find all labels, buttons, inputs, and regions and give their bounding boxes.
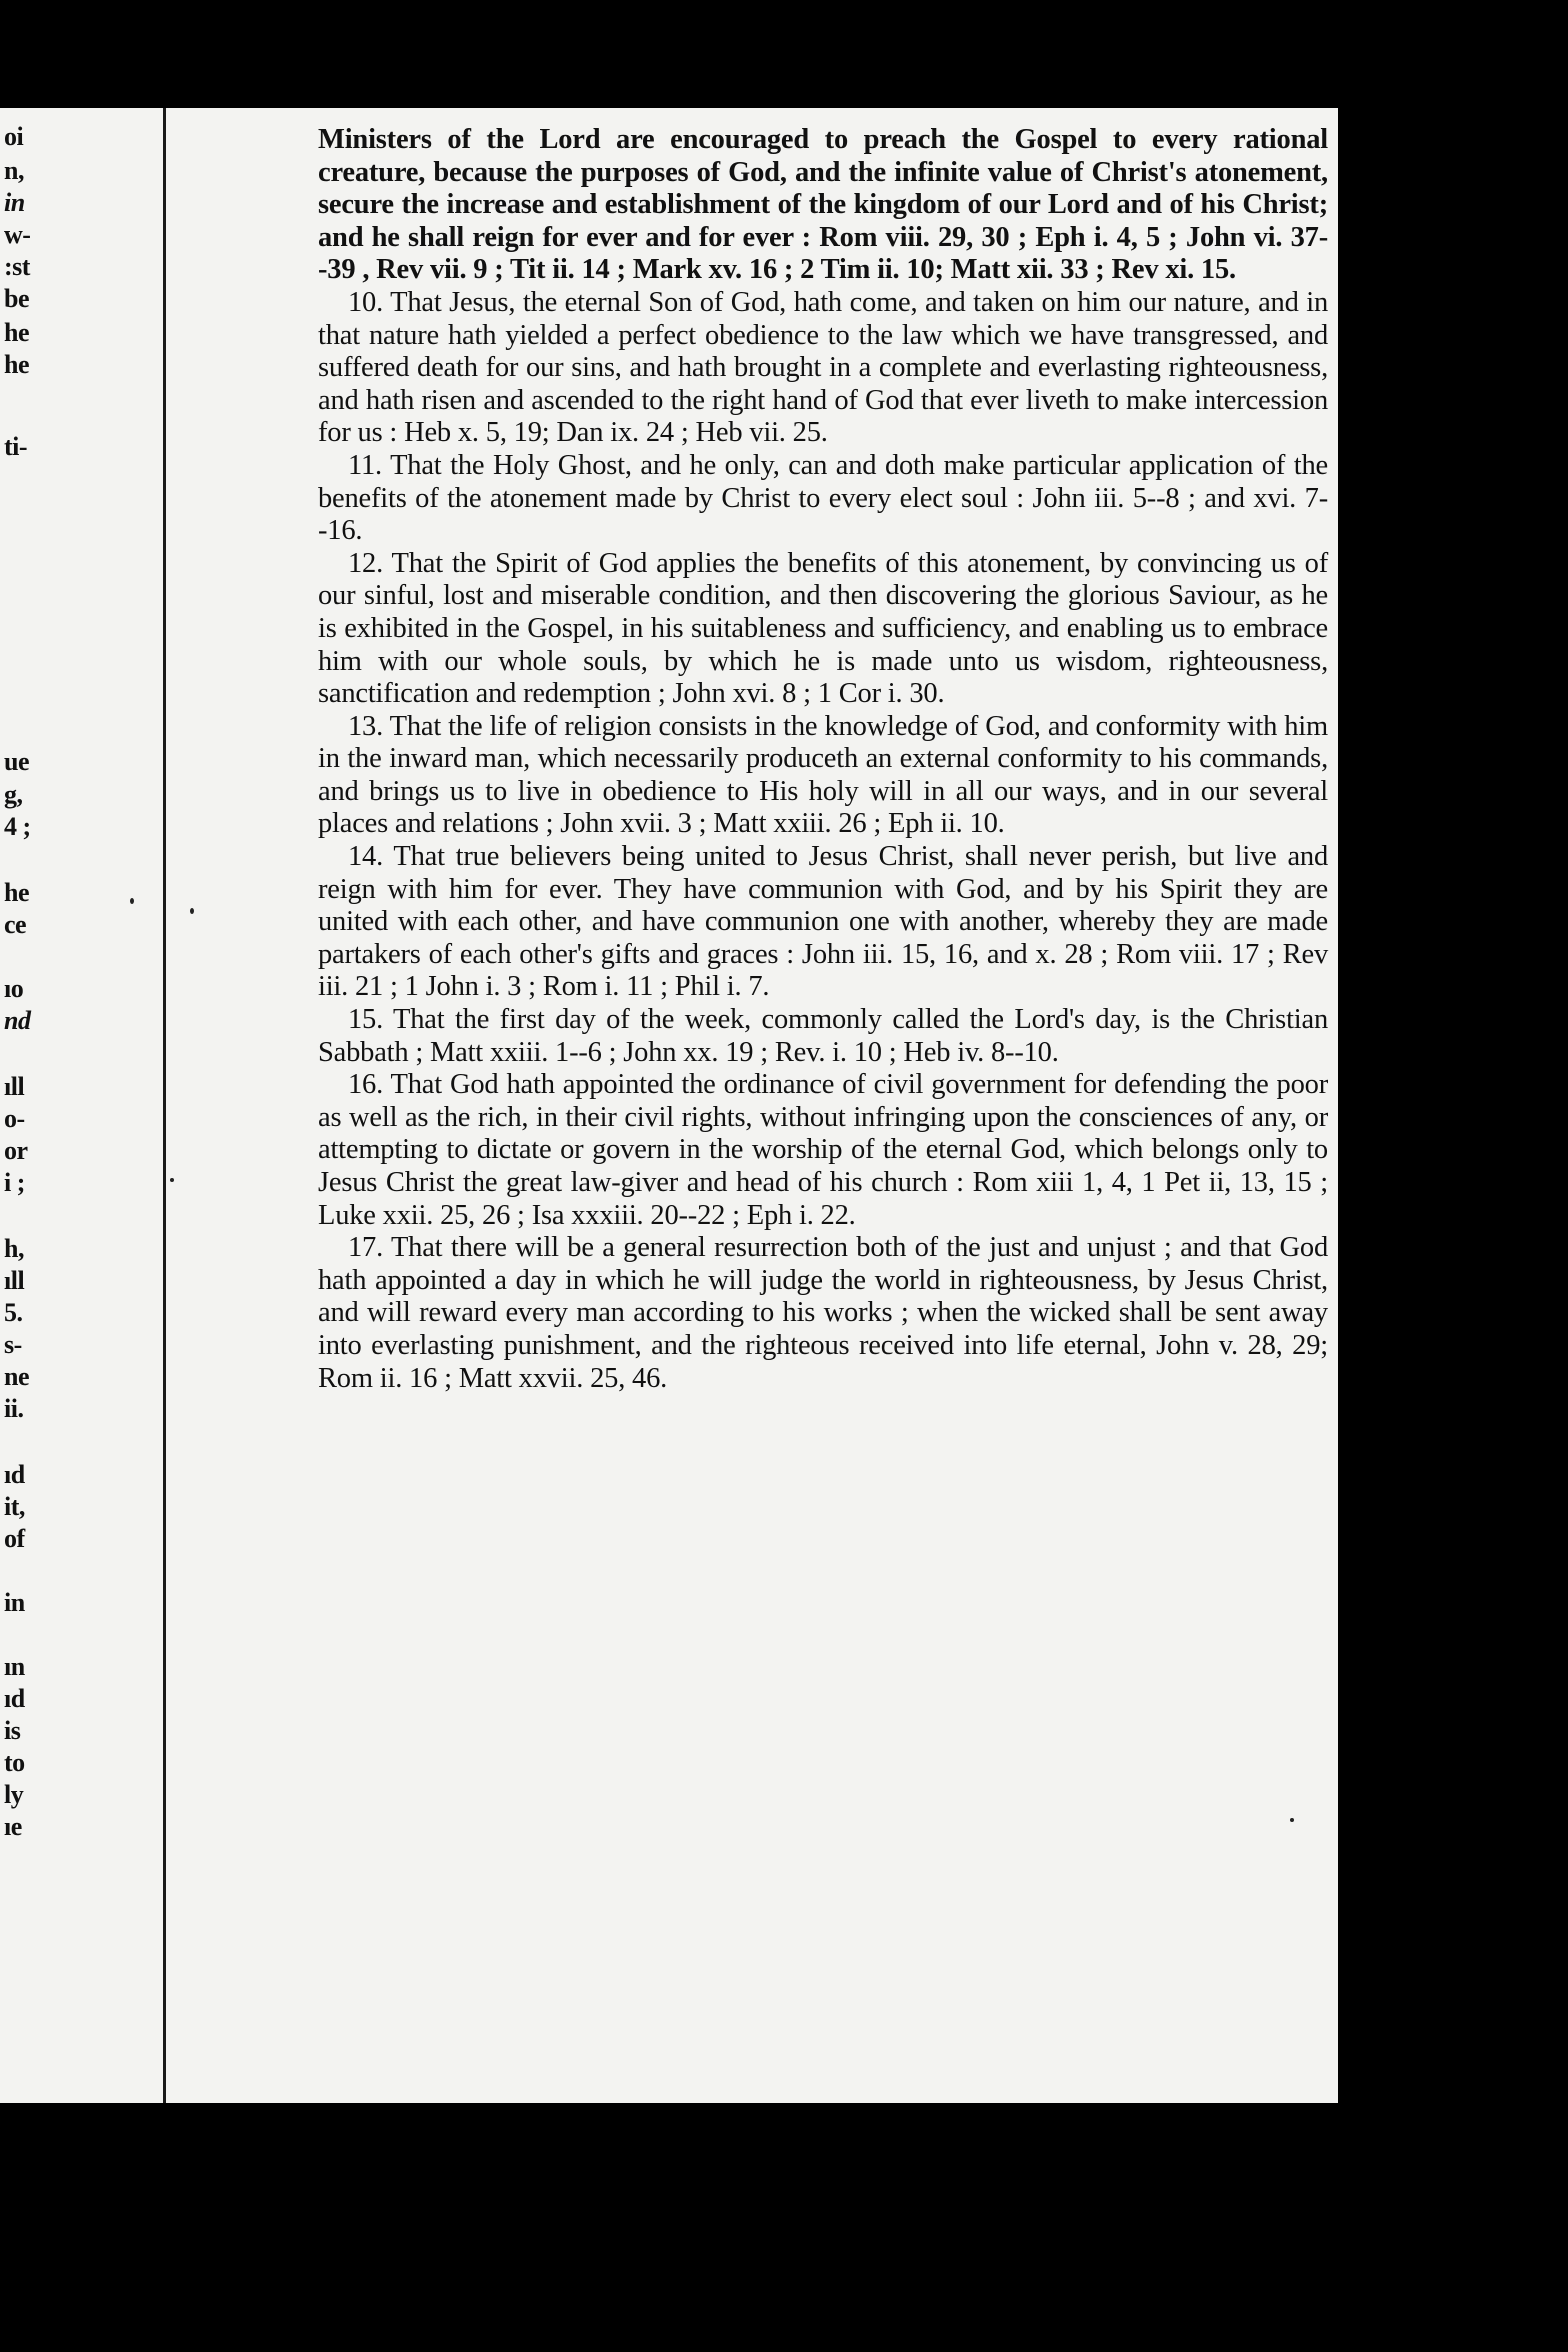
- scan-speck: [170, 1178, 174, 1182]
- main-text: [318, 124, 1328, 1395]
- margin-fragment: to: [4, 1748, 25, 1777]
- scan-speck: [1290, 1818, 1294, 1822]
- margin-fragment: ıo: [4, 974, 24, 1003]
- margin-fragment: n,: [4, 156, 24, 185]
- margin-fragment: he: [4, 350, 29, 379]
- scan-speck: [190, 908, 194, 914]
- margin-fragment: ıll: [4, 1072, 25, 1101]
- margin-fragment: of: [4, 1524, 25, 1553]
- margin-fragment: ıe: [4, 1812, 22, 1841]
- margin-fragment: ın: [4, 1652, 25, 1681]
- scanned-page: [0, 108, 1338, 2103]
- margin-fragment: w-: [4, 220, 31, 249]
- margin-fragment: is: [4, 1716, 21, 1745]
- margin-fragment: ıd: [4, 1684, 25, 1713]
- article-15: 15. That the first day of the week, commonly called the Lord's day, is the Christian Sabbath ; Matt xxiii. 1--6 ; John xx. 19 ; Rev. i. 10 ; Heb iv. 8--10.: [318, 1004, 1328, 1068]
- margin-fragment: ue: [4, 747, 29, 776]
- margin-fragment: ne: [4, 1362, 29, 1391]
- margin-fragment: g,: [4, 780, 23, 809]
- margin-fragment: in: [4, 1588, 25, 1617]
- article-16: 16. That God hath appointed the ordinance of civil government for defending the poor as well as the rich, in their civil rights, without infringing upon the consciences of any, or attempting to dictate or govern in the worship of the eternal God, which belongs only to Jesus Christ the great law-giver and head of his church : Rom xiii 1, 4, 1 Pet ii, 13, 15 ; Luke xxii. 25, 26 ; Isa xxxiii. 20--22 ; Eph i. 22.: [318, 1069, 1328, 1231]
- article-12: 12. That the Spirit of God applies the benefits of this atonement, by convincing us of our sinful, lost and miserable condition, and then discovering the glorious Saviour, as he is exhibited in the Gospel, in his suitableness and sufficiency, and enabling us to embrace him with our whole souls, by which he is made unto us wisdom, righteousness, sanctification and redemption ; John xvi. 8 ; 1 Cor i. 30.: [318, 547, 1328, 710]
- paragraph-intro: Ministers of the Lord are encouraged to preach the Gospel to every rational creature, because the purposes of God, and the infinite value of Christ's atonement, secure the increase and establishment of the kingdom of our Lord and of his Christ; and he shall reign for ever and for ever : Rom viii. 29, 30 ; Eph i. 4, 5 ; John vi. 37--39 , Rev vii. 9 ; Tit ii. 14 ; Mark xv. 16 ; 2 Tim ii. 10; Matt xii. 33 ; Rev xi. 15.: [318, 124, 1328, 286]
- margin-fragment: i ;: [4, 1168, 25, 1197]
- margin-fragment: o-: [4, 1104, 25, 1133]
- margin-fragment: 5.: [4, 1298, 23, 1327]
- article-17: 17. That there will be a general resurrection both of the just and unjust ; and that God hath appointed a day in which he will judge the world in righteousness, by Jesus Christ, and will reward every man according to his works ; when the wicked shall be sent away into everlasting punishment, and the righteous received into life eternal, John v. 28, 29; Rom ii. 16 ; Matt xxvii. 25, 46.: [318, 1232, 1328, 1394]
- margin-fragment: s-: [4, 1330, 22, 1359]
- article-10: 10. That Jesus, the eternal Son of God, hath come, and taken on him our nature, and in that nature hath yielded a perfect obedience to the law which we have transgressed, and suffered death for our sins, and hath brought in a complete and everlasting righteousness, and hath risen and ascended to the right hand of God that ever liveth to make intercession for us : Heb x. 5, 19; Dan ix. 24 ; Heb vii. 25.: [318, 286, 1328, 449]
- margin-fragment: ly: [4, 1780, 24, 1809]
- margin-fragment: ıd: [4, 1460, 25, 1489]
- margin-fragment: ii.: [4, 1394, 24, 1423]
- margin-fragment: it,: [4, 1492, 25, 1521]
- margin-fragment: h,: [4, 1234, 24, 1263]
- article-13: 13. That the life of religion consists in the knowledge of God, and conformity with him in the inward man, which necessarily produceth an external conformity to his commands, and brings us to live in obedience to His holy will in all our ways, and in our several places and relations ; John xvii. 3 ; Matt xxiii. 26 ; Eph ii. 10.: [318, 710, 1328, 840]
- gutter-line: [163, 108, 166, 2103]
- scan-speck: [130, 898, 134, 904]
- margin-fragment: 4 ;: [4, 812, 31, 841]
- margin-fragment: he: [4, 878, 29, 907]
- article-11: 11. That the Holy Ghost, and he only, can and doth make particular application of the benefits of the atonement made by Christ to every elect soul : John iii. 5--8 ; and xvi. 7--16.: [318, 449, 1328, 547]
- margin-fragment: or: [4, 1136, 28, 1165]
- margin-fragment: ıll: [4, 1266, 25, 1295]
- margin-fragment: be: [4, 284, 29, 313]
- margin-fragment: oi: [4, 122, 24, 151]
- margin-fragment: ti-: [4, 432, 28, 461]
- margin-fragment: :st: [4, 252, 30, 281]
- margin-fragment: in: [4, 188, 25, 217]
- margin-fragment: he: [4, 318, 29, 347]
- margin-fragment: nd: [4, 1006, 31, 1035]
- margin-fragment: ce: [4, 910, 27, 939]
- article-14: 14. That true believers being united to Jesus Christ, shall never perish, but live and reign with him for ever. They have communion with God, and by his Spirit they are united with each other, and have communion one with another, whereby they are made partakers of each other's gifts and graces : John iii. 15, 16, and x. 28 ; Rom viii. 17 ; Rev iii. 21 ; 1 John i. 3 ; Rom i. 11 ; Phil i. 7.: [318, 841, 1328, 1003]
